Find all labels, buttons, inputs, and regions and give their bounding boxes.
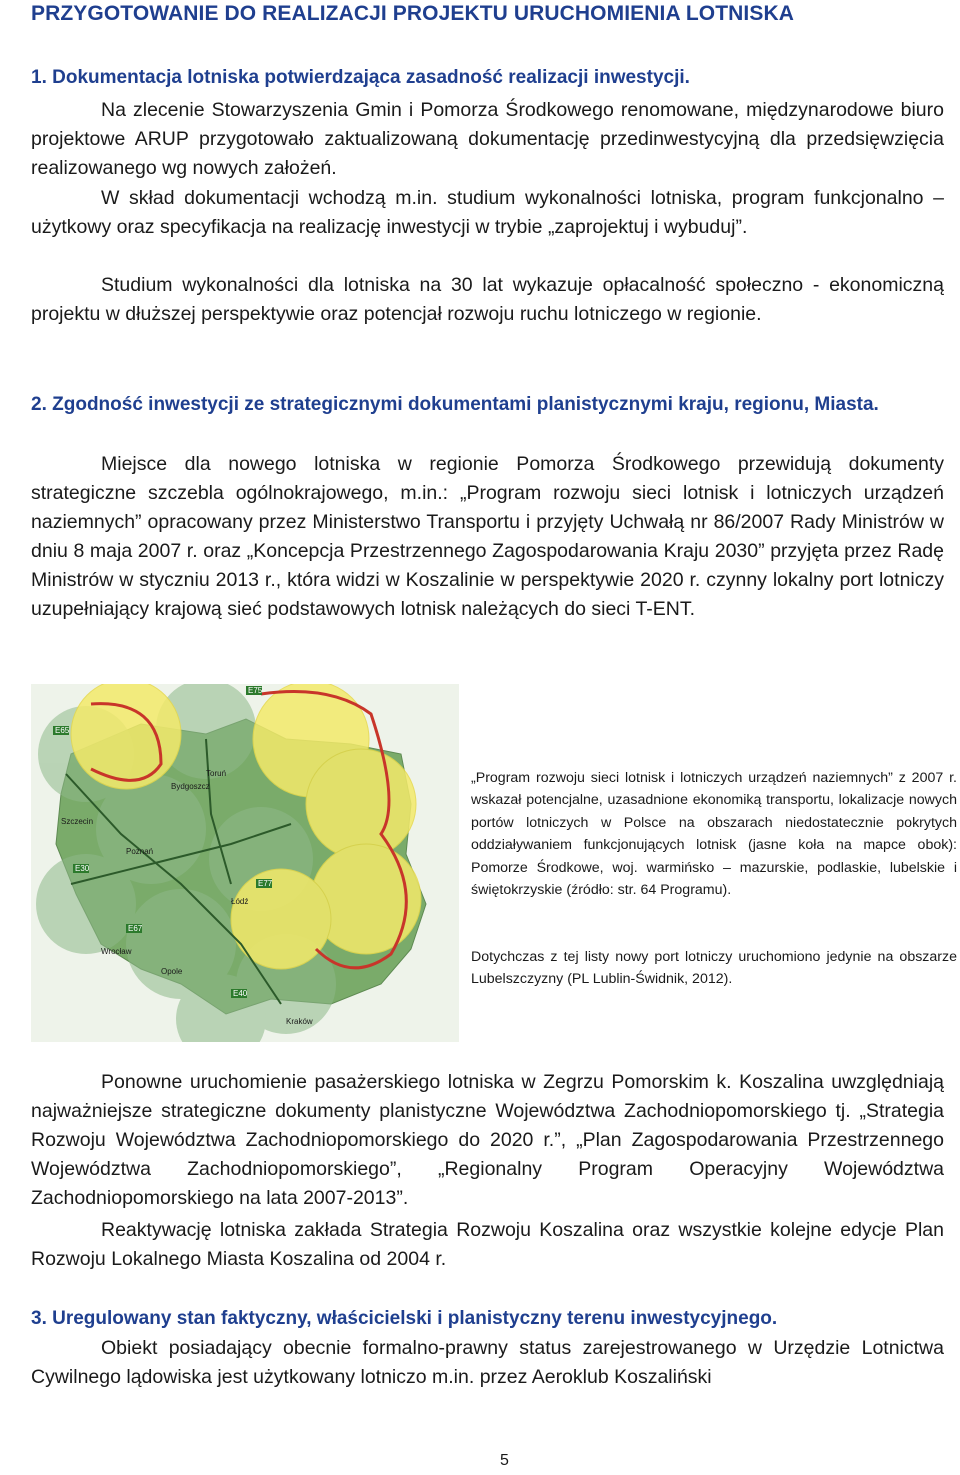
map-caption-paragraph-2: Dotychczas z tej listy nowy port lotniczy uruchomiono jedynie na obszarze Lubelszczyzny (PL Lublin-Świdnik, 2012). (471, 949, 957, 988)
map-caption-paragraph-1: „Program rozwoju sieci lotnisk i lotniczych urządzeń naziemnych” z 2007 r. wskazał potencjalne, uzasadnione ekonomiką transportu, lokalizacje nowych portów lotniczych w Polsce na obszarach niedostatecznie pokrytych oddziaływaniem funkcjonujących lotnisk (jasne koła na mapce obok): Pomorze Środkowe, woj. warmińsko – mazurskie, podlaskie, lubelskie i świętokrzyskie (źródło: str. 64 Programu). (471, 770, 957, 899)
section-2-paragraph-2: Ponowne uruchomienie pasażerskiego lotniska w Zegrzu Pomorskim k. Koszalina uwzględniają najważniejsze strategiczne dokumenty planistyczne Województwa Zachodniopomorskiego tj. „Strategia Rozwoju Województwa Zachodniopomorskiego do 2020 r.”, „Plan Zagospodarowania Przestrzennego Województwa Zachodniopomorskiego”, „Regionalny Program Operacyjny Województwa Zachodniopomorskiego na lata 2007-2013”. (31, 1071, 944, 1209)
section-2-paragraph-1: Miejsce dla nowego lotniska w regionie Pomorza Środkowego przewidują dokumenty strategiczne szczebla ogólnokrajowego, m.in.: „Program rozwoju sieci lotnisk i lotniczych urządzeń naziemnych” opracowany przez Ministerstwo Transportu i przyjęty Uchwałą nr 86/2007 Rady Ministrów w dniu 8 maja 2007 r. oraz „Koncepcja Przestrzennego Zagospodarowania Kraju 2030” przyjęta przez Radę Ministrów w styczniu 2013 r., która widzi w Koszalinie w perspektywie 2020 r. czynny lokalny port lotniczy uzupełniający krajową sieć podstawowych lotnisk należących do sieci T-ENT. (31, 453, 944, 620)
svg-text:Poznań: Poznań (126, 847, 154, 856)
section-1-paragraph-2: W skład dokumentacji wchodzą m.in. studium wykonalności lotniska, program funkcjonalno – użytkowy oraz specyfikacja na realizację inwestycji w trybie „zaprojektuj i wybuduj”. (31, 187, 944, 238)
section-2-paragraph-3: Reaktywację lotniska zakłada Strategia Rozwoju Koszalina oraz wszystkie kolejne edycje Plan Rozwoju Lokalnego Miasta Koszalina od 2004 r. (31, 1219, 944, 1270)
svg-text:Bydgoszcz: Bydgoszcz (171, 782, 210, 791)
section-3-paragraph-1: Obiekt posiadający obecnie formalno-prawny status zarejestrowanego w Urzędzie Lotnictwa Cywilnego lądowiska jest użytkowany lotniczo m.in. przez Aeroklub Koszaliński (31, 1337, 944, 1388)
airport-network-map (31, 684, 459, 1042)
svg-text:Opole: Opole (161, 967, 183, 976)
page-title: PRZYGOTOWANIE DO REALIZACJI PROJEKTU URUCHOMIENIA LOTNISKA (31, 2, 794, 25)
svg-text:Szczecin: Szczecin (61, 817, 94, 826)
svg-text:E67: E67 (128, 924, 143, 933)
section-1-paragraph-3: Studium wykonalności dla lotniska na 30 lat wykazuje opłacalność społeczno - ekonomiczną projektu w dłuższej perspektywie oraz potencjał rozwoju ruchu lotniczego w regionie. (31, 274, 944, 325)
svg-text:E75: E75 (248, 686, 263, 695)
svg-text:E65: E65 (55, 726, 70, 735)
poland-map-graphic (31, 684, 459, 1042)
svg-text:E30: E30 (75, 864, 90, 873)
svg-text:Kraków: Kraków (286, 1017, 313, 1026)
section-1-heading: 1. Dokumentacja lotniska potwierdzająca zasadność realizacji inwestycji. (31, 67, 690, 88)
page-number: 5 (500, 1452, 509, 1469)
svg-text:Wrocław: Wrocław (101, 947, 132, 956)
svg-text:E40: E40 (233, 989, 248, 998)
section-1-paragraph-1: Na zlecenie Stowarzyszenia Gmin i Pomorza Środkowego renomowane, międzynarodowe biuro projektowe ARUP przygotowało zaktualizowaną dokumentację przedinwestycyjną dla przedsięwzięcia realizowanego wg nowych założeń. (31, 99, 944, 179)
svg-text:E77: E77 (258, 879, 273, 888)
svg-text:Toruń: Toruń (206, 769, 227, 778)
svg-text:Łódź: Łódź (231, 897, 249, 906)
section-2-heading: 2. Zgodność inwestycji ze strategicznymi dokumentami planistycznymi kraju, regionu, Miasta. (31, 394, 879, 415)
section-3-heading: 3. Uregulowany stan faktyczny, właścicielski i planistyczny terenu inwestycyjnego. (31, 1308, 778, 1329)
